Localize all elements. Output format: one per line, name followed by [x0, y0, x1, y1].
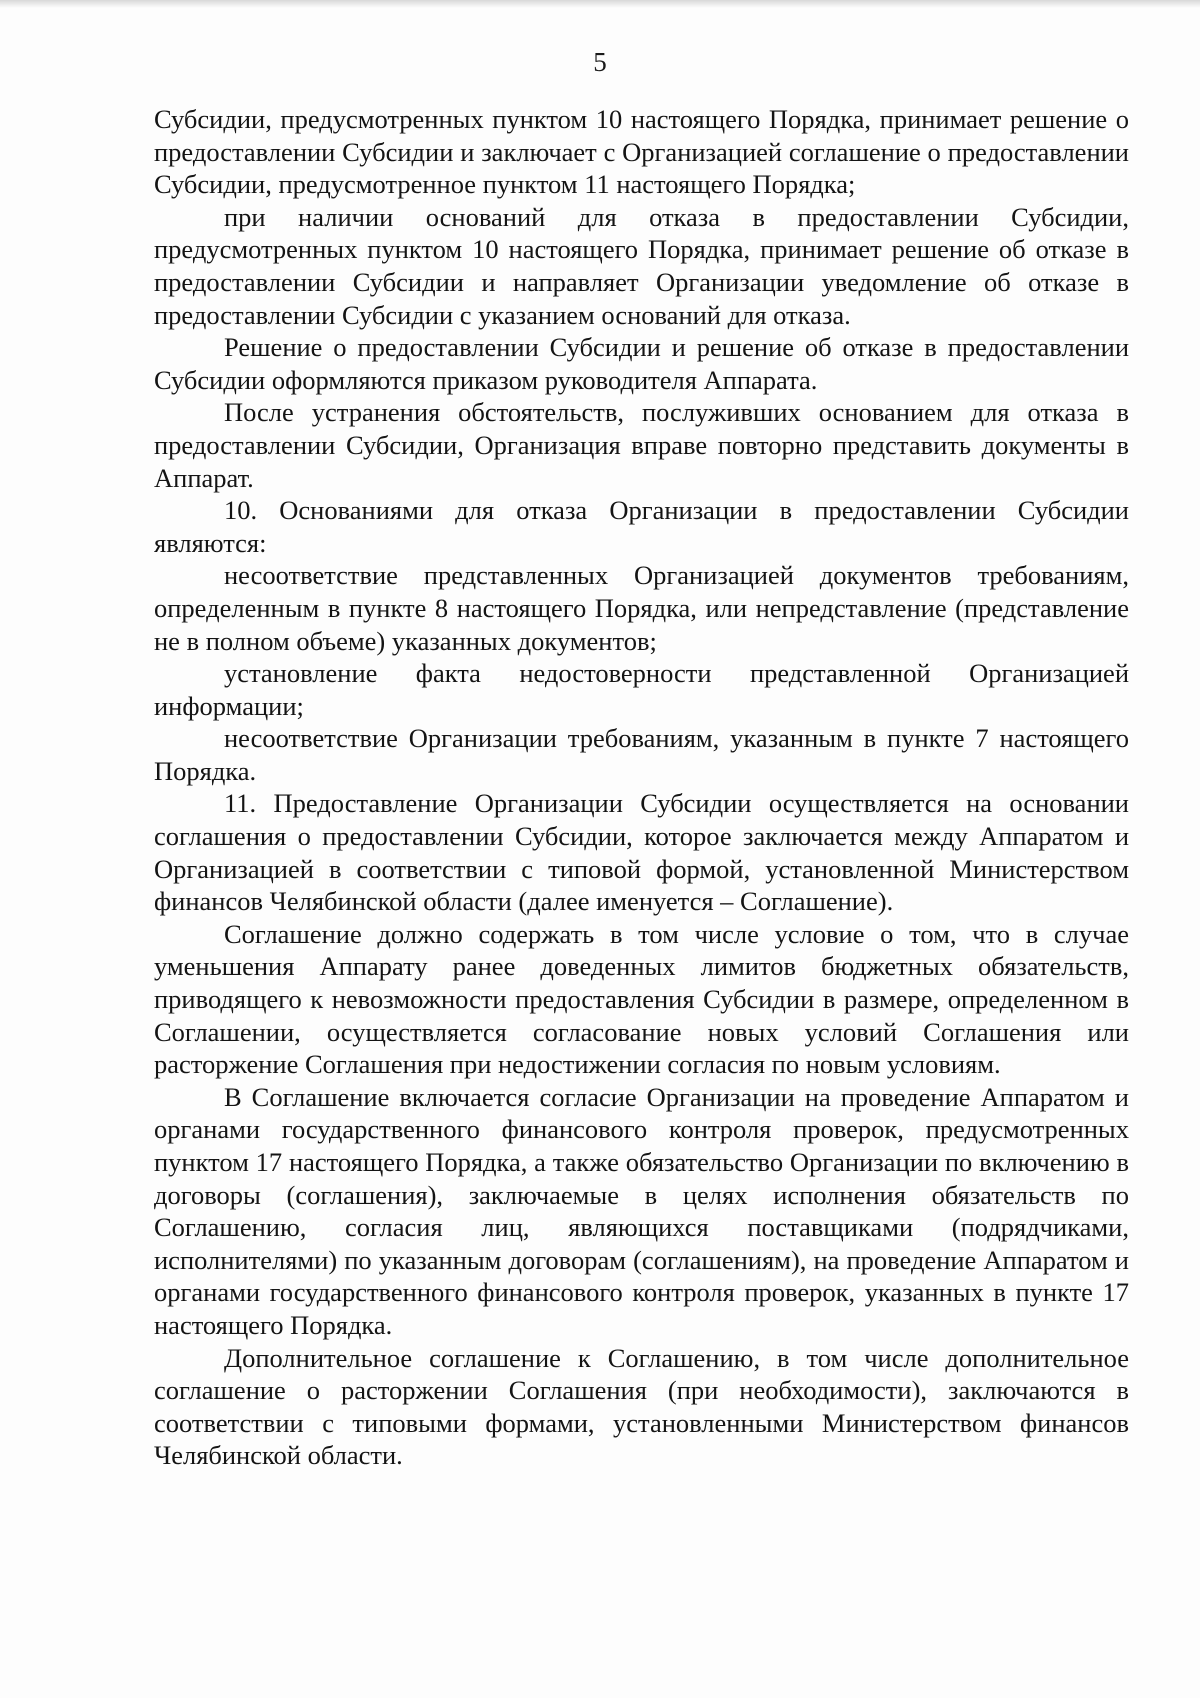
paragraph: установление факта недостоверности представленной Организацией информации;: [154, 658, 1129, 721]
paragraph: В Соглашение включается согласие Организации на проведение Аппаратом и органами государственного финансового контроля проверок, предусмотренных пунктом 17 настоящего Порядка, а также обязательство Организации по включению в договоры (соглашения), заключаемые в целях исполнения обязательств по Соглашению, согласия лиц, являющихся поставщиками (подрядчиками, исполнителями) по указанным договорам (соглашениям), на проведение Аппаратом и органами государственного финансового контроля проверок, указанных в пункте 17 настоящего Порядка.: [154, 1081, 1129, 1340]
paragraph: 11. Предоставление Организации Субсидии осуществляется на основании соглашения о предоставлении Субсидии, которое заключается между Аппаратом и Организацией в соответствии с типовой формой, установленной Министерством финансов Челябинской области (далее именуется – Соглашение).: [154, 788, 1129, 917]
paragraph: Соглашение должно содержать в том числе условие о том, что в случае уменьшения Аппарату ранее доведенных лимитов бюджетных обязательств, приводящего к невозможности предоставления Субсидии в размере, определенном в Соглашении, осуществляется согласование новых условий Соглашения или расторжение Соглашения при недостижении согласия по новым условиям.: [154, 918, 1129, 1080]
document-body: [154, 103, 1129, 1472]
paragraph: Решение о предоставлении Субсидии и решение об отказе в предоставлении Субсидии оформляются приказом руководителя Аппарата.: [154, 332, 1129, 395]
scan-edge: [0, 0, 1200, 8]
paragraph: После устранения обстоятельств, послуживших основанием для отказа в предоставлении Субсидии, Организация вправе повторно представить документы в Аппарат.: [154, 397, 1129, 493]
page-number: 5: [593, 47, 607, 77]
paragraph: при наличии оснований для отказа в предоставлении Субсидии, предусмотренных пунктом 10 настоящего Порядка, принимает решение об отказе в предоставлении Субсидии и направляет Организации уведомление об отказе в предоставлении Субсидии с указанием оснований для отказа.: [154, 201, 1129, 330]
paragraph: 10. Основаниями для отказа Организации в предоставлении Субсидии являются:: [154, 495, 1129, 558]
paragraph: Субсидии, предусмотренных пунктом 10 настоящего Порядка, принимает решение о предоставлении Субсидии и заключает с Организацией соглашение о предоставлении Субсидии, предусмотренное пунктом 11 настоящего Порядка;: [154, 104, 1129, 200]
paragraph: Дополнительное соглашение к Соглашению, в том числе дополнительное соглашение о расторжении Соглашения (при необходимости), заключаются в соответствии с типовыми формами, установленными Министерством финансов Челябинской области.: [154, 1342, 1129, 1471]
paragraph: несоответствие представленных Организацией документов требованиям, определенным в пункте 8 настоящего Порядка, или непредставление (представление не в полном объеме) указанных документов;: [154, 560, 1129, 656]
paragraph: несоответствие Организации требованиям, указанным в пункте 7 настоящего Порядка.: [154, 723, 1129, 786]
